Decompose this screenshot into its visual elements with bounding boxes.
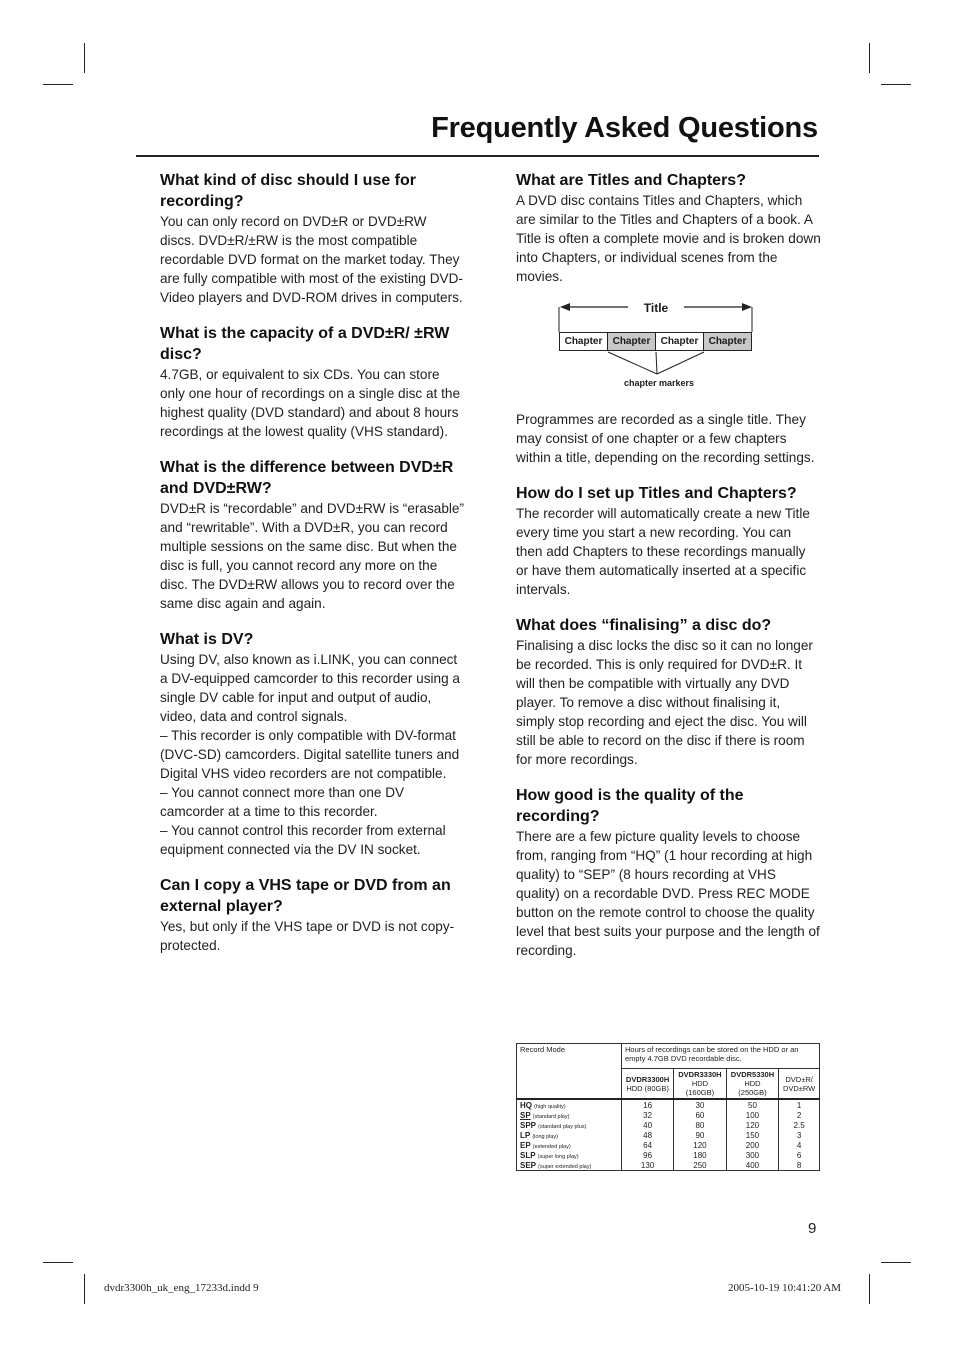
table-header-model <box>726 1069 779 1100</box>
faq-question: What kind of disc should I use for recording? <box>160 172 417 210</box>
table-cell: 50 <box>726 1099 779 1110</box>
left-column <box>160 170 465 971</box>
mode-name: SP <box>520 1110 531 1120</box>
faq-answer: DVD±R is “recordable” and DVD±RW is “erasable” and “rewritable”. With a DVD±R, you can record multiple sessions on the same disc. But when the disc is full, you cannot record any more on the disc. The DVD±RW allows you to record over the same disc again and again. <box>160 501 465 611</box>
model-capacity: DVD±RW <box>782 1083 816 1093</box>
table-cell: 60 <box>674 1110 727 1120</box>
mode-cell <box>517 1130 622 1140</box>
model-capacity: HDD (160GB) <box>685 1079 715 1097</box>
crop-mark <box>869 43 870 73</box>
table-cell: 150 <box>726 1130 779 1140</box>
model-name: DVDR5330H <box>730 1070 775 1079</box>
mode-name: SPP <box>520 1120 537 1130</box>
chapter-cell: Chapter <box>560 333 608 350</box>
table-cell: 3 <box>779 1130 820 1140</box>
table-cell: 4 <box>779 1140 820 1150</box>
crop-mark <box>881 84 911 85</box>
mode-desc: (super extended play) <box>538 1163 592 1170</box>
table-cell: 30 <box>674 1099 727 1110</box>
table-cell: 130 <box>622 1160 674 1171</box>
table-cell: 400 <box>726 1160 779 1171</box>
faq-question: What does “finalising” a disc do? <box>516 617 772 634</box>
table-cell: 96 <box>622 1150 674 1160</box>
diagram-title-label: Title <box>643 301 669 315</box>
footer-filename: dvdr3300h_uk_eng_17233d.indd 9 <box>104 1282 259 1294</box>
faq-answer: Finalising a disc locks the disc so it can no longer be recorded. This is only required for DVD±R. It will then be compatible with virtually any DVD player. To remove a disc without finalising it, simply stop recording and eject the disc. You will still be able to record on the disc if there is room for more recordings. <box>516 638 813 767</box>
table-cell: 40 <box>622 1120 674 1130</box>
table-row <box>517 1099 820 1110</box>
mode-desc: (long play) <box>532 1133 559 1140</box>
faq-answer: The recorder will automatically create a new Title every time you start a new recording. You can then add Chapters to these recordings manually or have them automatically inserted at a specific intervals. <box>516 506 810 597</box>
right-column <box>516 170 821 976</box>
table-cell: 180 <box>674 1150 727 1160</box>
table-row <box>517 1130 820 1140</box>
table-cell: 100 <box>726 1110 779 1120</box>
faq-question: Can I copy a VHS tape or DVD from an external player? <box>160 877 451 915</box>
mode-cell <box>517 1099 622 1110</box>
table-cell: 120 <box>726 1120 779 1130</box>
mode-cell <box>517 1110 622 1120</box>
table-cell: 200 <box>726 1140 779 1150</box>
crop-mark <box>869 1274 870 1304</box>
table-cell: 64 <box>622 1140 674 1150</box>
titles-chapters-diagram <box>516 292 821 398</box>
crop-mark <box>84 1274 85 1304</box>
table-row <box>517 1160 820 1171</box>
faq-question: How do I set up Titles and Chapters? <box>516 485 797 502</box>
chapter-cell: Chapter <box>656 333 704 350</box>
mode-name: SLP <box>520 1150 536 1160</box>
model-name: DVD±R/ <box>785 1074 813 1084</box>
table-row <box>517 1150 820 1160</box>
table-cell: 2 <box>779 1110 820 1120</box>
faq-answer: Yes, but only if the VHS tape or DVD is not copy-protected. <box>160 919 455 953</box>
faq-answer: Programmes are recorded as a single title. They may consist of one chapter or a few chapters within a title, depending on the recording settings. <box>516 412 815 465</box>
faq-question: How good is the quality of the recording? <box>516 787 744 825</box>
faq-answer: There are a few picture quality levels to choose from, ranging from “HQ” (1 hour recording at high quality) to “SEP” (8 hours recording at VHS quality) on a recordable DVD. Press REC MODE button on the remote control to choose the quality level that best suits your purpose and the length of recording. <box>516 829 820 958</box>
table-cell: 6 <box>779 1150 820 1160</box>
chapter-cell: Chapter <box>704 333 751 350</box>
faq-question: What is the difference between DVD±R and DVD±RW? <box>160 459 454 497</box>
table-header-mode: Record Mode <box>517 1044 622 1100</box>
table-cell: 2.5 <box>779 1120 820 1130</box>
table-header-model <box>674 1069 727 1100</box>
crop-mark <box>43 1262 73 1263</box>
mode-name: LP <box>520 1130 531 1140</box>
table-cell: 90 <box>674 1130 727 1140</box>
mode-cell <box>517 1160 622 1171</box>
table-cell: 8 <box>779 1160 820 1171</box>
table-cell: 32 <box>622 1110 674 1120</box>
faq-answer: Using DV, also known as i.LINK, you can connect a DV-equipped camcorder to this recorder using a single DV cable for input and output of audio, video, data and control signals. – This recorder is only compatible with DV-format (DVC-SD) camcorders. Digital satellite tuners and Digital VHS video recorders are not compatible. – You cannot connect more than one DV camcorder at a time to this recorder. – You cannot control this recorder from external equipment connected via the DV IN socket. <box>160 652 460 857</box>
table-header-model <box>622 1069 674 1100</box>
mode-desc: (standard play) <box>532 1113 570 1120</box>
crop-mark <box>84 43 85 73</box>
page-title: Frequently Asked Questions <box>431 112 818 144</box>
faq-answer: A DVD disc contains Titles and Chapters, which are similar to the Titles and Chapters of a book. A Title is often a complete movie and is broken down into Chapters, or individual scenes from the movies. <box>516 193 821 284</box>
faq-question: What is the capacity of a DVD±R/ ±RW disc? <box>160 325 450 363</box>
table-row <box>517 1120 820 1130</box>
mode-cell <box>517 1120 622 1130</box>
table-cell: 250 <box>674 1160 727 1171</box>
model-capacity: HDD (80GB) <box>626 1083 669 1093</box>
faq-answer: 4.7GB, or equivalent to six CDs. You can store only one hour of recordings on a single disc at the highest quality (DVD standard) and about 8 hours recordings at the lowest quality (VHS standard). <box>160 367 461 439</box>
chapter-markers-label: chapter markers <box>623 378 695 388</box>
table-cell: 120 <box>674 1140 727 1150</box>
footer-timestamp: 2005-10-19 10:41:20 AM <box>728 1282 842 1294</box>
table-cell: 48 <box>622 1130 674 1140</box>
mode-cell <box>517 1150 622 1160</box>
model-capacity: HDD (250GB) <box>738 1079 767 1097</box>
table-cell: 16 <box>622 1099 674 1110</box>
crop-mark <box>881 1262 911 1263</box>
model-name: DVDR3330H <box>678 1070 722 1079</box>
mode-name: SEP <box>520 1160 537 1170</box>
table-row <box>517 1110 820 1120</box>
table-header-model <box>779 1069 820 1100</box>
model-name: DVDR3300H <box>625 1074 670 1084</box>
mode-cell <box>517 1140 622 1150</box>
table-header-hours: Hours of recordings can be stored on the HDD or an empty 4.7GB DVD recordable disc. <box>622 1044 820 1069</box>
record-mode-table <box>516 1043 820 1171</box>
mode-desc: (extended play) <box>532 1143 571 1150</box>
crop-mark <box>43 84 73 85</box>
table-row <box>517 1140 820 1150</box>
table-cell: 300 <box>726 1150 779 1160</box>
mode-name: HQ <box>520 1100 532 1110</box>
mode-desc: (super long play) <box>537 1153 579 1160</box>
faq-answer: You can only record on DVD±R or DVD±RW discs. DVD±R/±RW is the most compatible recordable DVD format on the market today. They are fully compatible with most of the existing DVD-Video players and DVD-ROM drives in computers. <box>160 214 463 305</box>
faq-question: What is DV? <box>160 631 254 648</box>
chapter-cell: Chapter <box>608 333 656 350</box>
table-cell: 1 <box>779 1099 820 1110</box>
mode-desc: (high quality) <box>534 1103 566 1110</box>
mode-desc: (standard play plus) <box>538 1123 587 1130</box>
faq-question: What are Titles and Chapters? <box>516 172 746 189</box>
mode-name: EP <box>520 1140 531 1150</box>
page-number: 9 <box>808 1220 817 1237</box>
table-cell: 80 <box>674 1120 727 1130</box>
title-rule <box>136 155 819 157</box>
chapter-row <box>559 332 752 351</box>
